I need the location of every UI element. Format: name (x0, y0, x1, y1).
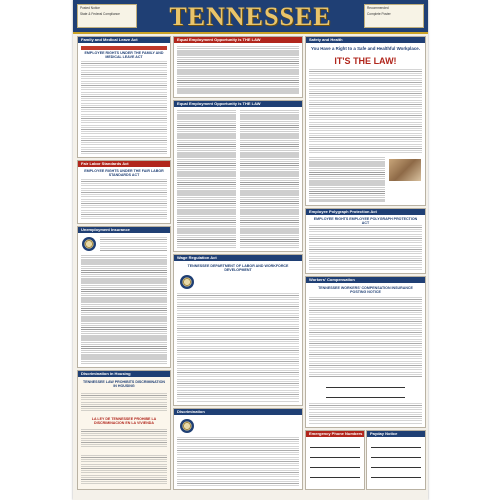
wage-body-text (177, 293, 299, 402)
workers-comp-body-text (309, 297, 422, 377)
polygraph-body-text (309, 225, 422, 270)
polygraph-subtitle: EMPLOYEE RIGHTS EMPLOYEE POLYGRAPH PROTECTION ACT (313, 217, 418, 226)
right-badge (364, 4, 424, 28)
wage-title: Wage Regulation Act (174, 255, 302, 261)
unemployment-panel (77, 226, 171, 368)
discrimination-panel (173, 408, 303, 490)
housing-title: Discrimination in Housing (78, 371, 170, 377)
signature-line (326, 387, 405, 388)
unemployment-title: Unemployment Insurance (78, 227, 170, 233)
osha-lower-text (309, 157, 385, 202)
flsa-panel (77, 160, 171, 224)
osha-right-statement: You Have a Right to a Safe and Healthful Workplace. (311, 46, 420, 51)
workers-comp-footer-text (309, 403, 422, 424)
payday-line (371, 447, 421, 448)
polygraph-title: Employee Polygraph Protection Act (306, 209, 425, 215)
fmla-panel (77, 36, 171, 158)
emergency-panel (305, 430, 365, 490)
fmla-subtitle: EMPLOYEE RIGHTS UNDER THE FAMILY AND MEDICAL LEAVE ACT (84, 51, 164, 60)
payday-line (371, 477, 421, 478)
osha-title: Safety and Health (306, 37, 425, 43)
housing-spanish-text (81, 429, 167, 449)
eeo-panel (173, 100, 303, 252)
eeo-title: Equal Employment Opportunity is THE LAW (174, 101, 302, 107)
left-badge-line: State & Federal Compliance (80, 12, 120, 16)
labor-law-poster (73, 0, 428, 500)
eeo-top-panel (173, 36, 303, 98)
poster-header (73, 0, 428, 34)
wage-panel (173, 254, 303, 406)
flsa-body-text (81, 179, 167, 220)
state-seal-icon (82, 237, 96, 251)
payday-line (371, 467, 421, 468)
eeo-body-text-left (177, 110, 236, 248)
payday-line (371, 457, 421, 458)
poster-title: TENNESSEE (169, 2, 332, 31)
left-badge-line: Posted Notice (80, 6, 100, 10)
phone-line (310, 467, 360, 468)
right-badge-line: Recommended (367, 6, 389, 10)
worker-photo (389, 159, 421, 181)
fmla-title: Family and Medical Leave Act (78, 37, 170, 43)
workers-comp-title: Workers' Compensation (306, 277, 425, 283)
housing-heading-spanish: LA LEY DE TENNESSEE PROHIBE LA DISCRIMINACION EN LA VIVIENDA (91, 417, 157, 426)
housing-body-text (81, 393, 167, 413)
housing-panel (77, 370, 171, 490)
payday-panel (366, 430, 426, 490)
fmla-body-text (81, 61, 167, 154)
flsa-title: Fair Labor Standards Act (78, 161, 170, 167)
osha-body-text (309, 69, 422, 155)
right-badge-line: Complete Poster (367, 12, 391, 16)
osha-law-banner: IT'S THE LAW! (334, 56, 397, 66)
osha-panel (305, 36, 426, 206)
eeo-top-body-text (177, 46, 299, 94)
discrimination-body-text (177, 437, 299, 486)
department-heading: TENNESSEE DEPARTMENT OF LABOR AND WORKFORCE DEVELOPMENT (187, 264, 289, 273)
unemployment-note-text (100, 237, 167, 251)
date-line (326, 397, 405, 398)
housing-contact-text (81, 455, 167, 486)
housing-heading: TENNESSEE LAW PROHIBITS DISCRIMINATION IN HOUSING (83, 380, 165, 389)
flsa-subtitle: EMPLOYEE RIGHTS UNDER THE FAIR LABOR STANDARDS ACT (84, 169, 164, 178)
eeo-body-text-right (240, 110, 299, 248)
workers-comp-panel (305, 276, 426, 428)
polygraph-panel (305, 208, 426, 274)
payday-title: Payday Notice (367, 431, 425, 437)
unemployment-body-text (81, 255, 167, 364)
eeo-top-title: Equal Employment Opportunity is THE LAW (174, 37, 302, 43)
phone-line (310, 447, 360, 448)
fmla-highlight-band (81, 46, 167, 50)
workers-comp-subtitle: TENNESSEE WORKERS' COMPENSATION INSURANCE POSTING NOTICE (318, 286, 413, 295)
agency-seal-icon (180, 419, 194, 433)
emergency-title: Emergency Phone Numbers (306, 431, 364, 437)
phone-line (310, 477, 360, 478)
department-seal-icon (180, 275, 194, 289)
phone-line (310, 457, 360, 458)
discrimination-title: Discrimination (174, 409, 302, 415)
